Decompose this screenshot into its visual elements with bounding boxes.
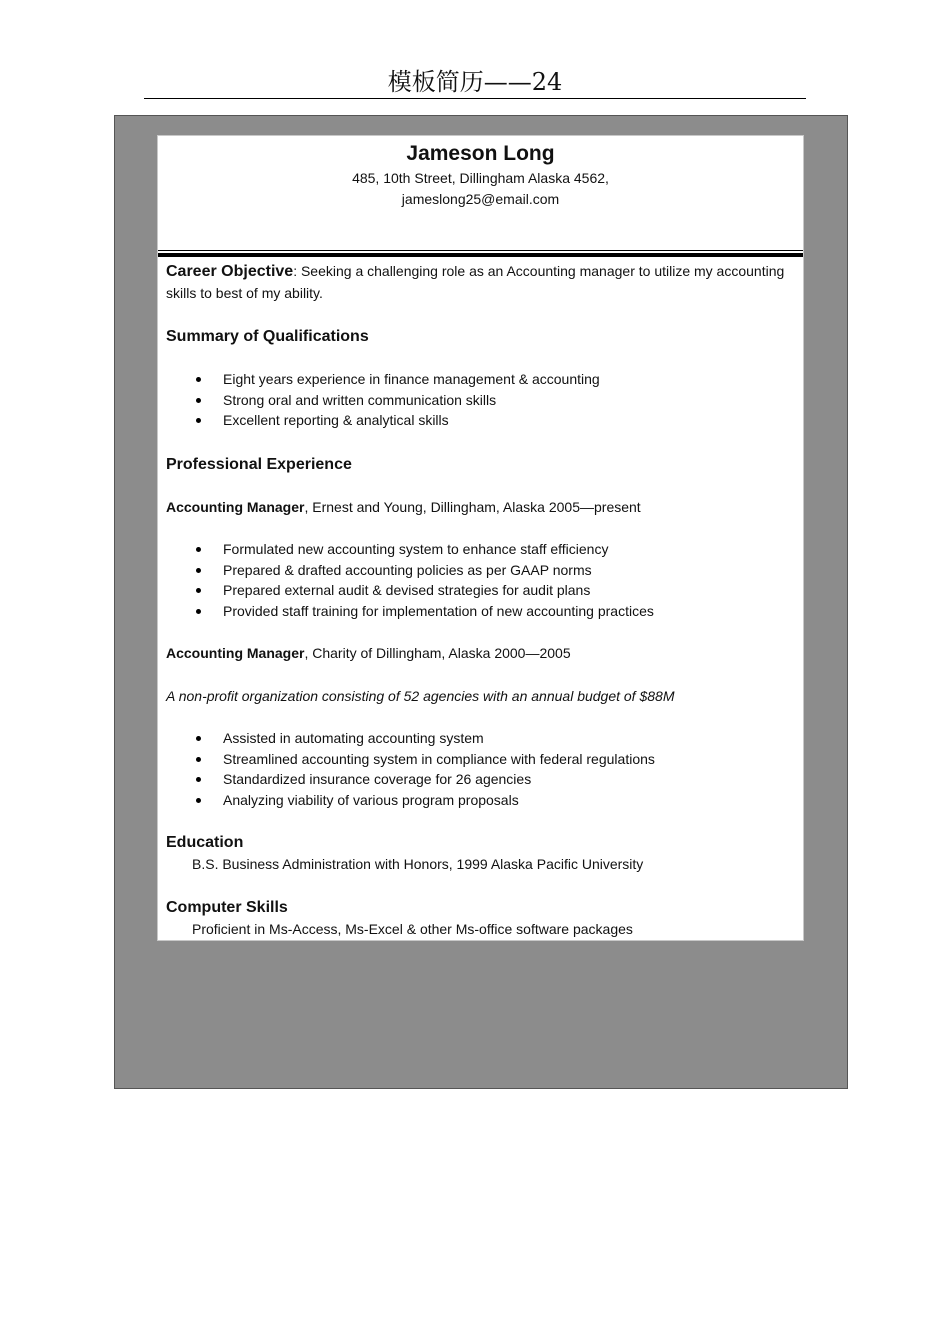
organization-description: A non-profit organization consisting of 52 agencies with an annual budget of $88M [166,687,675,704]
title-divider [144,98,806,99]
career-objective [166,261,795,303]
candidate-name: Jameson Long [406,142,555,165]
bullet-icon [196,568,201,573]
list-item-text: Provided staff training for implementation of new accounting practices [223,602,654,619]
list-item [166,410,795,431]
list-item [166,749,795,770]
list-item [166,390,795,411]
resume-body [158,257,803,939]
resume-header [158,136,803,250]
list-item-text: Analyzing viability of various program proposals [223,791,519,808]
list-item-text: Assisted in automating accounting system [223,730,484,746]
list-item [166,560,795,581]
list-item [166,601,795,622]
job-role: Accounting Manager [166,498,305,515]
job-title-line [166,643,795,664]
list-item [166,790,795,811]
list-item [166,539,795,560]
job-details: , Ernest and Young, Dillingham, Alaska 2005—present [304,498,641,515]
bullet-icon [196,588,201,593]
objective-label: Career Objective [166,263,294,280]
bullet-icon [196,398,201,403]
bullet-icon [196,757,201,762]
list-item [166,580,795,601]
resume-sheet [157,135,804,941]
job-details: , Charity of Dillingham, Alaska 2000—2005 [304,645,571,661]
job-bullets [166,728,795,810]
candidate-address: 485, 10th Street, Dillingham Alaska 4562, [352,170,609,186]
bullet-icon [196,377,201,382]
list-item-text: Standardized insurance coverage for 26 agencies [223,771,532,787]
list-item [166,369,795,390]
bullet-icon [196,777,201,782]
list-item-text: Excellent reporting & analytical skills [223,412,449,428]
list-item-text: Formulated new accounting system to enhance staff efficiency [223,541,609,557]
bullet-icon [196,418,201,423]
qualifications-heading: Summary of Qualifications [166,328,369,345]
list-item-text: Prepared & drafted accounting policies as per GAAP norms [223,561,592,578]
page-title: 模板简历——24 [387,68,563,96]
skills-detail: Proficient in Ms-Access, Ms-Excel & other Ms-office software packages [192,920,633,937]
education-heading: Education [166,834,244,851]
education-detail: B.S. Business Administration with Honors, 1999 Alaska Pacific University [192,856,644,872]
job-title-line [166,497,795,518]
list-item-text: Strong oral and written communication skills [223,391,497,408]
bullet-icon [196,609,201,614]
list-item [166,769,795,790]
experience-heading: Professional Experience [166,455,352,473]
qualifications-list [166,369,795,431]
bullet-icon [196,547,201,552]
list-item-text: Streamlined accounting system in compliance with federal regulations [223,750,655,767]
objective-text: : Seeking a challenging role as an Accounting manager to utilize my accounting skills to best of my ability. [166,263,785,301]
candidate-email: jameslong25@email.com [401,191,560,207]
bullet-icon [196,798,201,803]
job-role: Accounting Manager [166,645,305,661]
job-bullets [166,539,795,621]
list-item [166,728,795,749]
bullet-icon [196,736,201,741]
skills-heading: Computer Skills [166,898,288,916]
header-divider-thin [158,250,803,251]
list-item-text: Eight years experience in finance management & accounting [223,371,600,387]
list-item-text: Prepared external audit & devised strategies for audit plans [223,582,591,598]
